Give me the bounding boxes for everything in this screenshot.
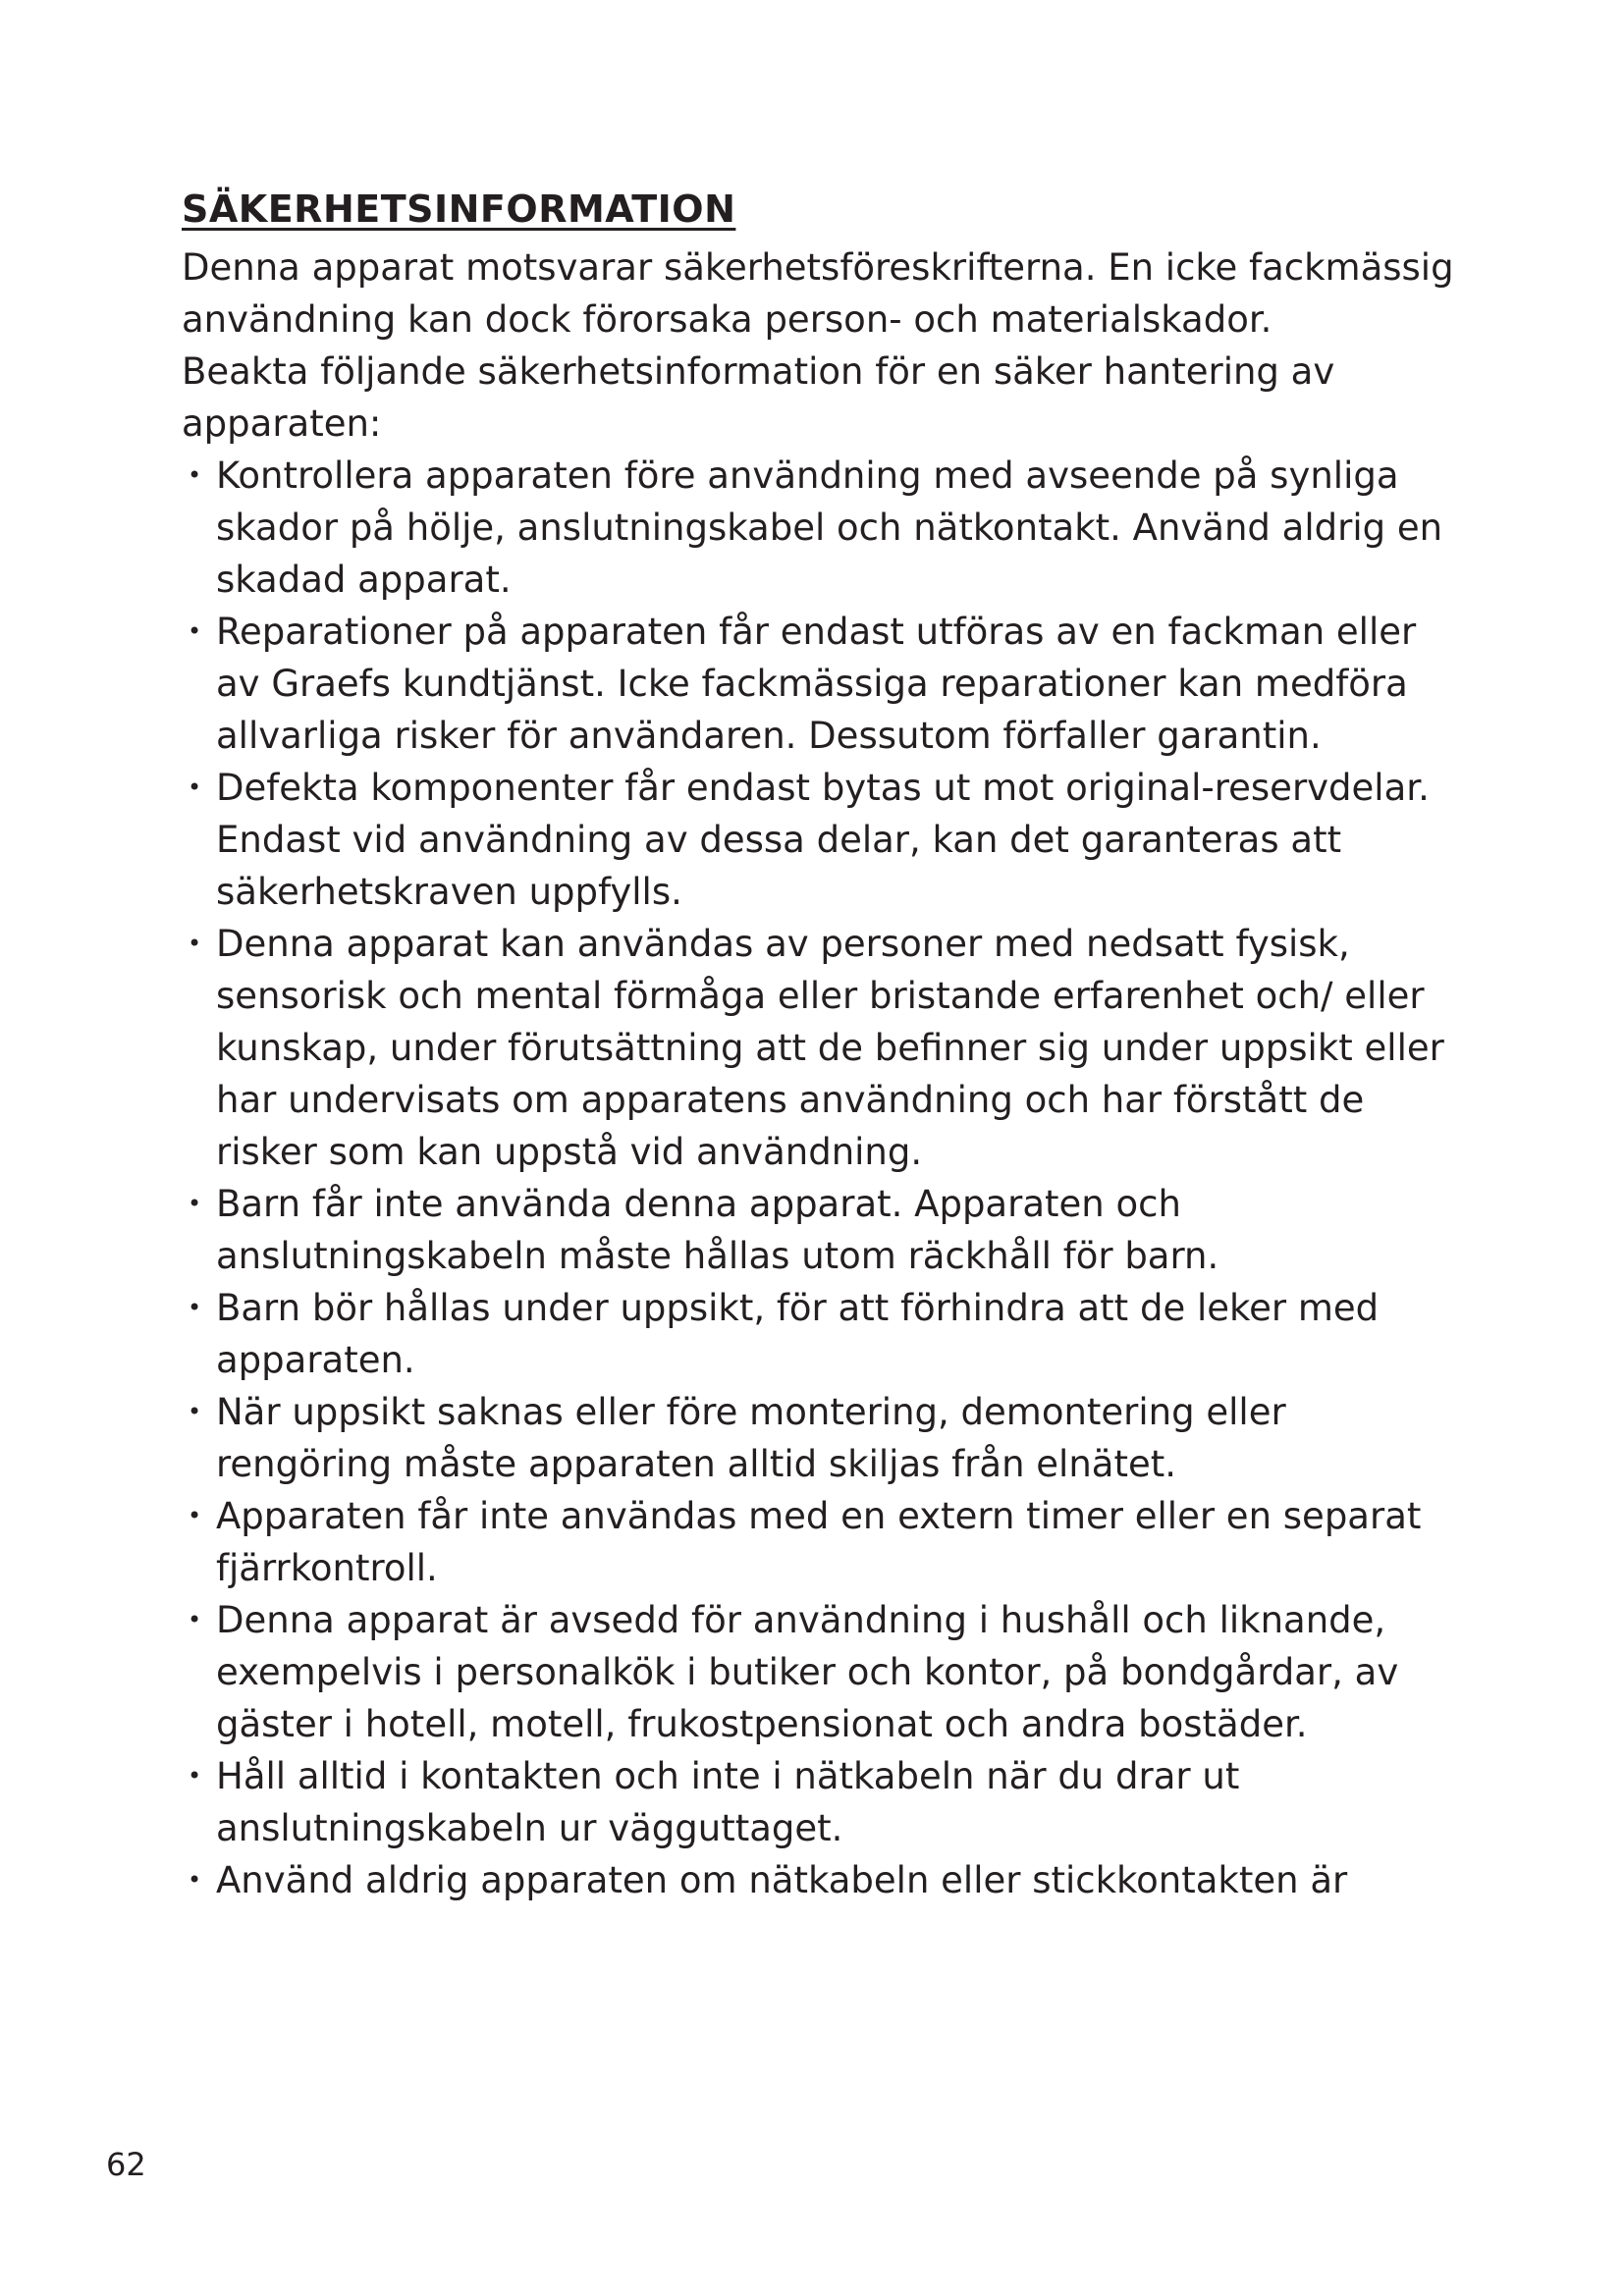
bullet-icon: •	[188, 774, 202, 801]
list-item-text: Denna apparat kan användas av personer med nedsatt fysisk, sensorisk och mental förmåga eller bristande erfarenhet och/ eller kunskap, under förutsättning att de befinner sig under uppsikt eller har undervisats om apparatens användning och har förstått de risker som kan uppstå vid användning.	[216, 923, 1444, 1173]
list-item	[182, 918, 1458, 1178]
section-heading: SÄKERHETSINFORMATION	[182, 187, 736, 231]
list-item-text: Använd aldrig apparaten om nätkabeln eller stickkontakten är	[216, 1859, 1348, 1901]
bullet-icon: •	[188, 1502, 202, 1529]
instruction-paragraph: Beakta följande säkerhetsinformation för en säker hantering av apparaten:	[182, 350, 1335, 445]
safety-list	[182, 450, 1458, 1906]
list-item	[182, 450, 1458, 606]
list-item-text: Defekta komponenter får endast bytas ut mot original-reservdelar. Endast vid användning av dessa delar, kan det garanteras att säkerhetskraven uppfylls.	[216, 767, 1430, 913]
document-body	[182, 188, 1458, 1906]
list-item-text: Reparationer på apparaten får endast utföras av en fackman eller av Graefs kundtjänst. Icke fackmässiga reparationer kan medföra allvarliga risker för användaren. Dessutom förfaller garantin.	[216, 611, 1417, 757]
list-item-text: När uppsikt saknas eller före montering, demontering eller rengöring måste apparaten alltid skiljas från elnätet.	[216, 1391, 1286, 1485]
page-number: 62	[106, 2146, 146, 2183]
list-item-text: Denna apparat är avsedd för användning i hushåll och liknande, exempelvis i personalkök i butiker och kontor, på bondgårdar, av gäster i hotell, motell, frukostpensionat och andra bostäder.	[216, 1599, 1399, 1745]
list-item	[182, 1594, 1458, 1750]
intro-paragraph: Denna apparat motsvarar säkerhetsföreskrifterna. En icke fackmässig användning kan dock förorsaka person- och materialskador.	[182, 246, 1454, 341]
bullet-icon: •	[188, 1606, 202, 1633]
bullet-icon: •	[188, 1190, 202, 1217]
list-item-text: Barn bör hållas under uppsikt, för att förhindra att de leker med apparaten.	[216, 1287, 1380, 1381]
bullet-icon: •	[188, 1762, 202, 1789]
list-item-text: Kontrollera apparaten före användning med avseende på synliga skador på hölje, anslutningskabel och nätkontakt. Använd aldrig en skadad apparat.	[216, 454, 1443, 601]
list-item	[182, 1282, 1458, 1386]
list-item	[182, 606, 1458, 762]
bullet-icon: •	[188, 930, 202, 957]
list-item	[182, 1490, 1458, 1594]
list-item	[182, 1386, 1458, 1490]
bullet-icon: •	[188, 1866, 202, 1894]
bullet-icon: •	[188, 617, 202, 645]
list-item-text: Håll alltid i kontakten och inte i nätkabeln när du drar ut anslutningskabeln ur vägguttaget.	[216, 1755, 1240, 1849]
list-item-text: Barn får inte använda denna apparat. Apparaten och anslutningskabeln måste hållas utom räckhåll för barn.	[216, 1183, 1219, 1277]
bullet-icon: •	[188, 1294, 202, 1321]
list-item-text: Apparaten får inte användas med en extern timer eller en separat fjärrkontroll.	[216, 1495, 1422, 1589]
list-item	[182, 1750, 1458, 1854]
bullet-icon: •	[188, 461, 202, 489]
list-item	[182, 1178, 1458, 1282]
bullet-icon: •	[188, 1398, 202, 1425]
list-item	[182, 762, 1458, 918]
list-item	[182, 1854, 1458, 1906]
